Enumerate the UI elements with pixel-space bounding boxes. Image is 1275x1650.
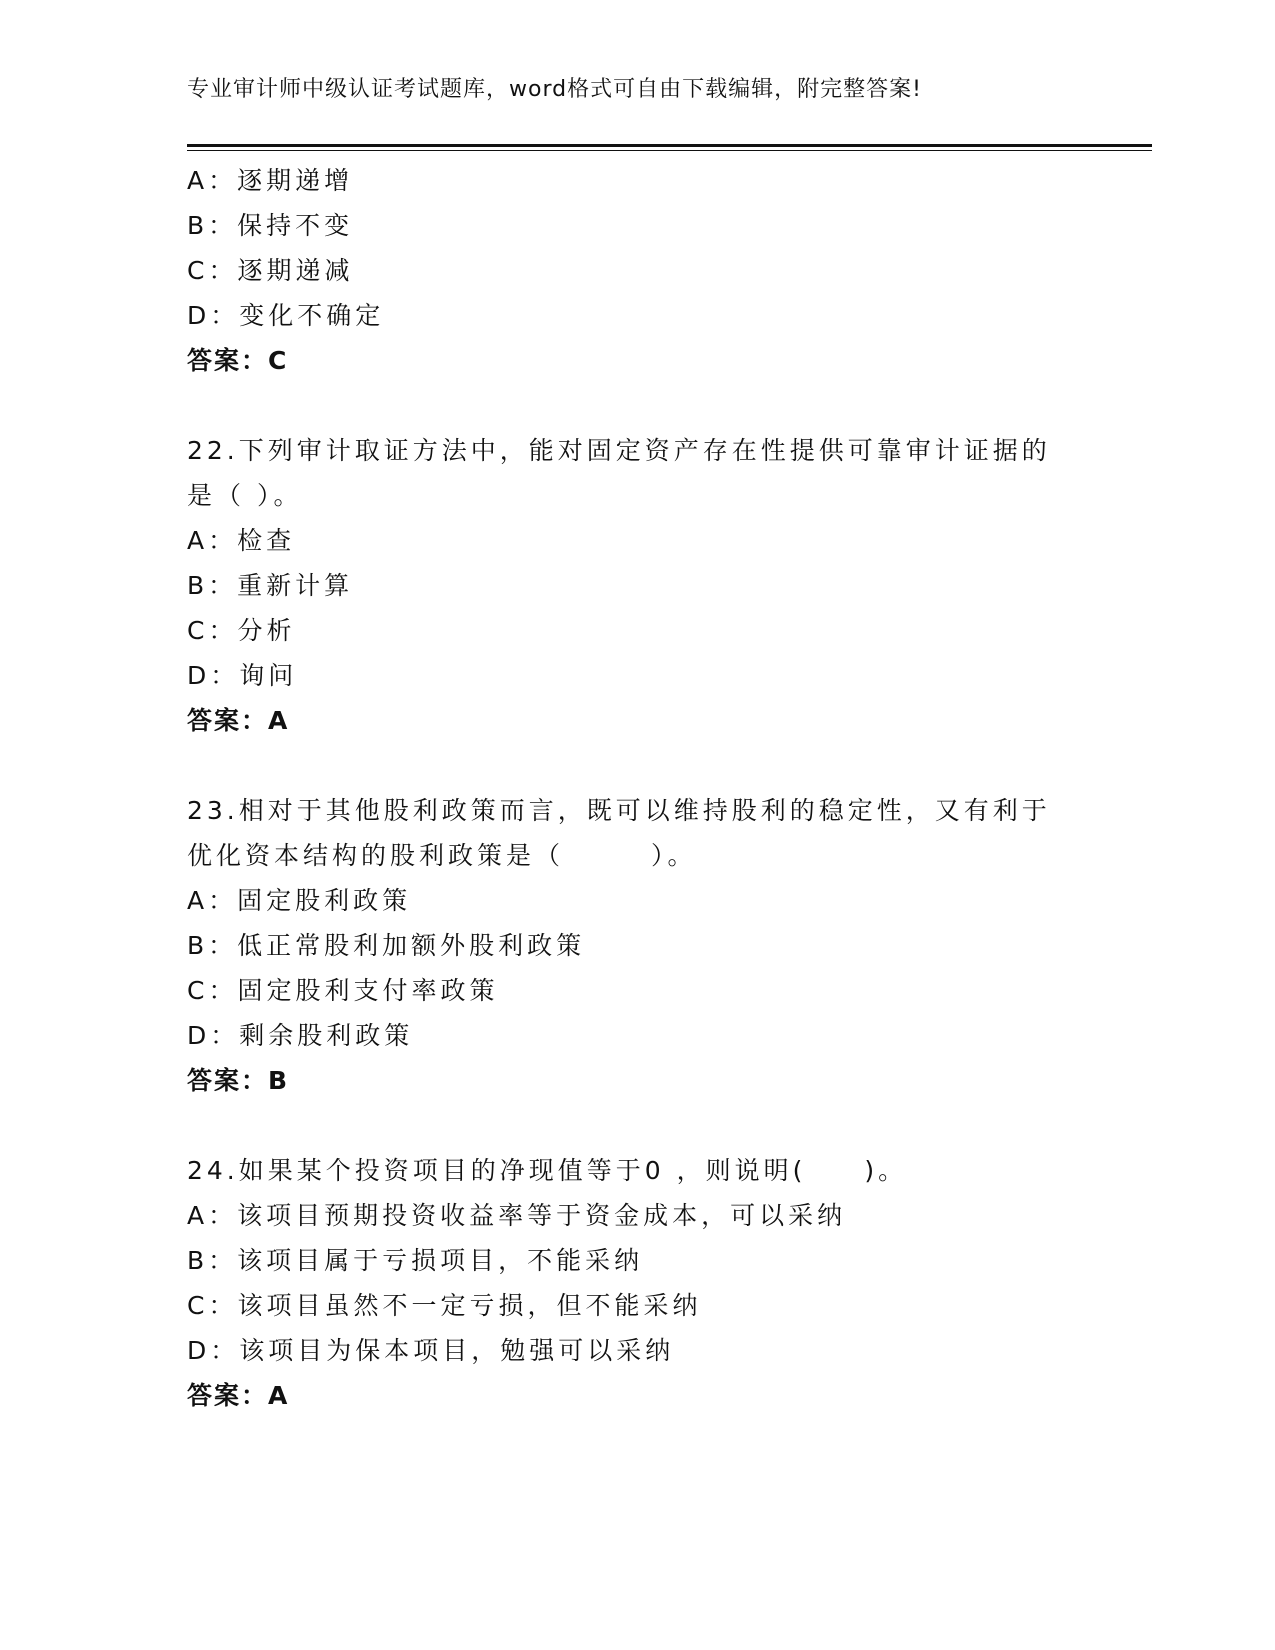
option-d: D：剩余股利政策 [187,1021,414,1050]
answer-line: 答案：A [187,1381,290,1410]
option-b: B：该项目属于亏损项目，不能采纳 [187,1246,644,1275]
option-c: C：固定股利支付率政策 [187,976,499,1005]
option-c: C：该项目虽然不一定亏损，但不能采纳 [187,1291,702,1320]
answer-line: 答案：C [187,346,289,375]
question-23-stem: 23.相对于其他股利政策而言，既可以维持股利的稳定性，又有利于优化资本结构的股利政策是（ ）。 [187,796,1051,870]
option-a: A：该项目预期投资收益率等于资金成本，可以采纳 [187,1201,847,1230]
page-header: 专业审计师中级认证考试题库，word格式可自由下载编辑，附完整答案! [187,77,922,102]
option-a: A：检查 [187,526,296,555]
header-rule-thick [187,144,1152,147]
option-a: A：固定股利政策 [187,886,412,915]
question-24-stem: 24.如果某个投资项目的净现值等于0 ，则说明( )。 [187,1156,908,1185]
option-c: C：逐期递减 [187,256,354,285]
option-b: B：保持不变 [187,211,354,240]
option-b: B：低正常股利加额外股利政策 [187,931,586,960]
answer-line: 答案：A [187,706,290,735]
question-22-stem: 22.下列审计取证方法中，能对固定资产存在性提供可靠审计证据的是（ ）。 [187,436,1051,510]
option-c: C：分析 [187,616,296,645]
option-d: D：询问 [187,661,298,690]
option-a: A：逐期递增 [187,166,354,195]
header-rule-thin [187,150,1152,151]
answer-line: 答案：B [187,1066,290,1095]
option-d: D：该项目为保本项目，勉强可以采纳 [187,1336,675,1365]
option-b: B：重新计算 [187,571,354,600]
option-d: D：变化不确定 [187,301,385,330]
question-content [187,158,1087,1418]
